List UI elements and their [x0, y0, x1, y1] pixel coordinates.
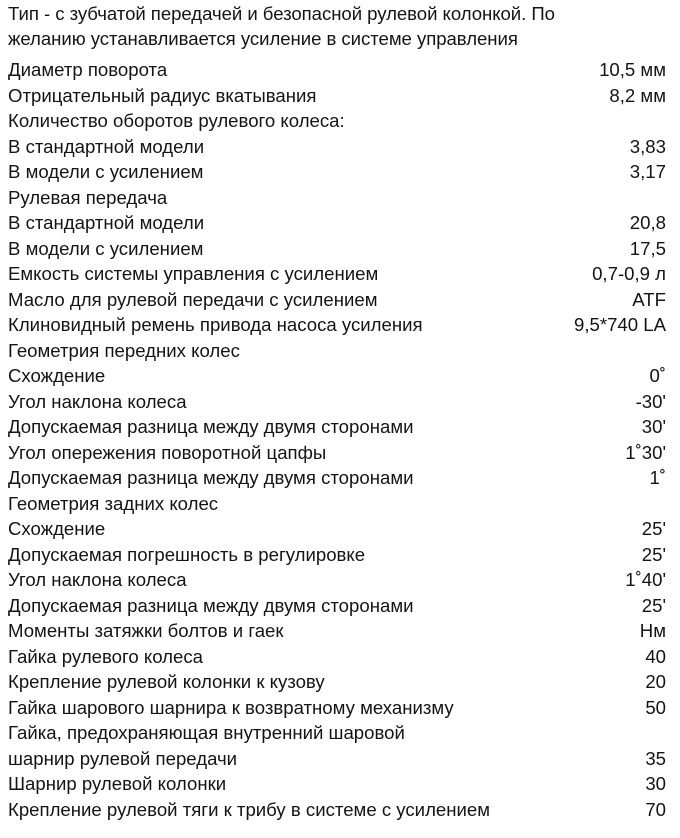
- spec-value: 40: [645, 645, 666, 667]
- spec-row: [8, 363, 672, 389]
- spec-label: Схождение: [8, 518, 106, 539]
- spec-value: ATF: [632, 288, 666, 310]
- spec-label: Угол опережения поворотной цапфы: [8, 441, 327, 463]
- spec-value: 25': [641, 543, 666, 565]
- spec-label: В модели с усилением: [8, 161, 204, 182]
- spec-label: Рулевая передача: [8, 186, 168, 208]
- spec-label: Угол наклона колеса: [8, 390, 187, 412]
- spec-value: 17,5: [629, 237, 666, 259]
- spec-label: Диаметр поворота: [8, 59, 168, 80]
- spec-row: [8, 134, 672, 160]
- spec-row: [8, 159, 672, 185]
- spec-value: 3,17: [629, 161, 666, 182]
- spec-value: 8,2 мм: [609, 84, 666, 106]
- spec-value: 25': [641, 518, 666, 539]
- spec-label: Масло для рулевой передачи с усилением: [8, 288, 378, 310]
- spec-label: Допускаемая разница между двумя сторонами: [8, 594, 414, 616]
- spec-row: [8, 83, 672, 109]
- spec-row: [8, 695, 672, 721]
- intro-paragraph: Тип - с зубчатой передачей и безопасной рулевой колонкой. По желанию устанавливается усиление в системе управления: [8, 3, 555, 49]
- spec-value: 0,7-0,9 л: [592, 263, 666, 284]
- spec-value: 35: [645, 747, 666, 769]
- spec-label: Моменты затяжки болтов и гаек: [8, 620, 284, 641]
- spec-label: В стандартной модели: [8, 212, 205, 233]
- spec-row: [8, 57, 672, 83]
- spec-row: [8, 210, 672, 236]
- spec-label: Отрицательный радиус вкатывания: [8, 84, 317, 106]
- spec-value: 1˚: [649, 467, 666, 488]
- spec-row: [8, 618, 672, 644]
- spec-table: [8, 57, 672, 822]
- spec-row: [8, 287, 672, 313]
- spec-row: [8, 236, 672, 262]
- spec-label: Допускаемая погрешность в регулировке: [8, 543, 366, 565]
- spec-value: 70: [645, 798, 666, 820]
- spec-row: [8, 440, 672, 466]
- spec-label: Крепление рулевой колонки к кузову: [8, 671, 325, 692]
- spec-label: Емкость системы управления с усилением: [8, 263, 379, 284]
- spec-value: 9,5*740 LA: [573, 314, 666, 335]
- spec-row: [8, 567, 672, 593]
- spec-row: [8, 312, 672, 338]
- spec-label: Гайка шарового шарнира к возвратному механизму: [8, 696, 454, 718]
- spec-label: Допускаемая разница между двумя сторонами: [8, 416, 414, 437]
- spec-label: Клиновидный ремень привода насоса усиления: [8, 314, 423, 335]
- spec-row: [8, 108, 672, 134]
- spec-label: Схождение: [8, 365, 106, 386]
- spec-label: Геометрия передних колес: [8, 339, 240, 361]
- spec-value: Нм: [639, 620, 666, 641]
- spec-row: [8, 771, 672, 797]
- spec-label: Допускаемая разница между двумя сторонами: [8, 467, 414, 488]
- spec-row: [8, 720, 672, 746]
- spec-label: Геометрия задних колес: [8, 492, 219, 514]
- spec-value: 1˚40': [625, 569, 666, 590]
- spec-value: 50: [645, 696, 666, 718]
- spec-row: [8, 465, 672, 491]
- spec-row: [8, 593, 672, 619]
- spec-label: Угол наклона колеса: [8, 569, 187, 590]
- spec-row: [8, 669, 672, 695]
- spec-value: 1˚30': [625, 441, 666, 463]
- spec-label: шарнир рулевой передачи: [8, 747, 238, 769]
- spec-value: 3,83: [629, 135, 666, 157]
- spec-label: Шарнир рулевой колонки: [8, 773, 227, 794]
- spec-label: Гайка, предохраняющая внутренний шаровой: [8, 722, 405, 743]
- spec-row: [8, 261, 672, 287]
- spec-row: [8, 516, 672, 542]
- spec-row: [8, 542, 672, 568]
- spec-label: В модели с усилением: [8, 237, 204, 259]
- spec-label: Крепление рулевой тяги к трибу в системе с усилением: [8, 798, 491, 820]
- spec-value: 30': [641, 416, 666, 437]
- spec-row: [8, 491, 672, 517]
- spec-label: Количество оборотов рулевого колеса:: [8, 110, 345, 131]
- spec-value: 25': [641, 594, 666, 616]
- spec-value: 10,5 мм: [599, 59, 666, 80]
- spec-row: [8, 746, 672, 772]
- spec-row: [8, 389, 672, 415]
- spec-label: Гайка рулевого колеса: [8, 645, 204, 667]
- spec-value: 30: [645, 773, 666, 794]
- spec-row: [8, 644, 672, 670]
- spec-value: 20: [645, 671, 666, 692]
- spec-row: [8, 338, 672, 364]
- spec-value: -30': [635, 390, 666, 412]
- spec-row: [8, 797, 672, 823]
- spec-row: [8, 185, 672, 211]
- spec-row: [8, 414, 672, 440]
- spec-label: В стандартной модели: [8, 135, 205, 157]
- spec-value: 0˚: [649, 365, 666, 386]
- spec-value: 20,8: [629, 212, 666, 233]
